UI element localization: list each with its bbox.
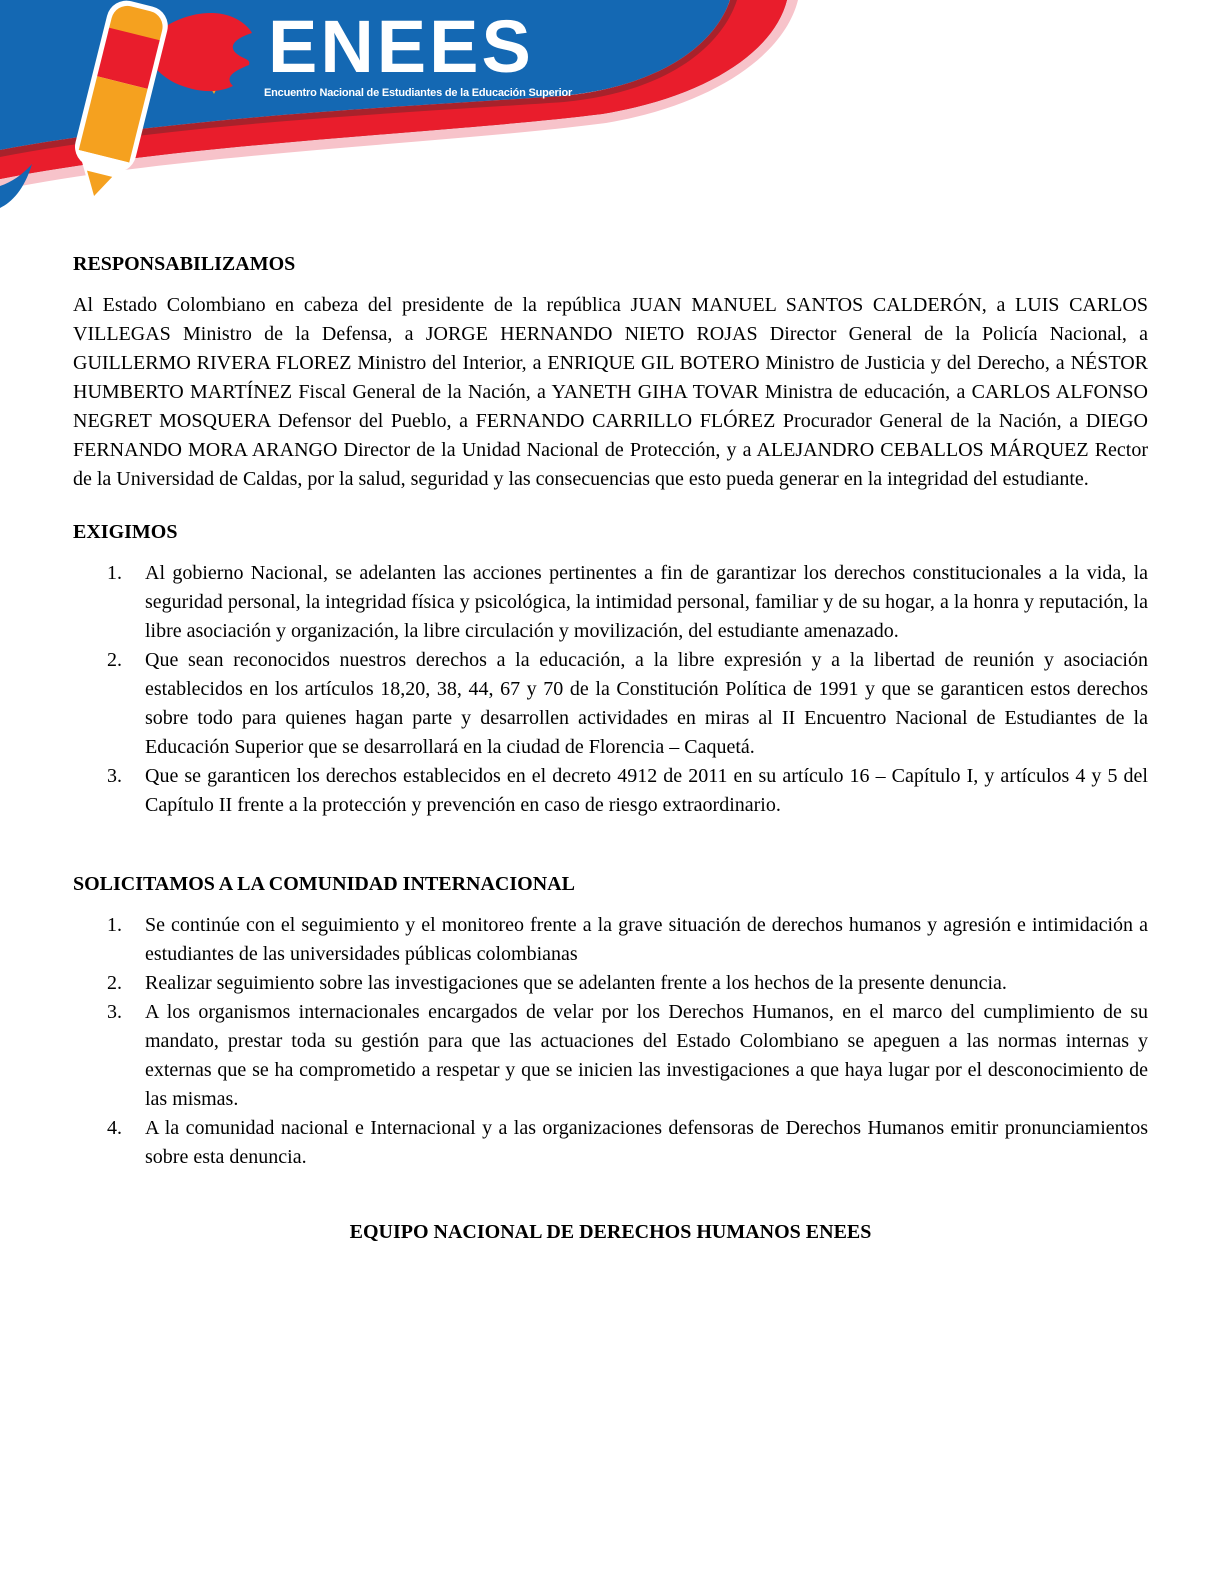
- document-content: [0, 210, 1224, 1247]
- heading-solicitamos: SOLICITAMOS A LA COMUNIDAD INTERNACIONAL: [73, 873, 575, 895]
- exigimos-list: [73, 559, 1148, 820]
- list-item: Realizar seguimiento sobre las investigaciones que se adelanten frente a los hechos de la presente denuncia.: [145, 972, 1007, 994]
- responsabilizamos-paragraph: Al Estado Colombiano en cabeza del presidente de la república JUAN MANUEL SANTOS CALDERÓN, a LUIS CARLOS VILLEGAS Ministro de la Defensa, a JORGE HERNANDO NIETO ROJAS Director General de la Policía Nacional, a GUILLERMO RIVERA FLOREZ Ministro del Interior, a ENRIQUE GIL BOTERO Ministro de Justicia y del Derecho, a NÉSTOR HUMBERTO MARTÍNEZ Fiscal General de la Nación, a YANETH GIHA TOVAR Ministra de educación, a CARLOS ALFONSO NEGRET MOSQUERA Defensor del Pueblo, a FERNANDO CARRILLO FLÓREZ Procurador General de la Nación, a DIEGO FERNANDO MORA ARANGO Director de la Unidad Nacional de Protección, y a ALEJANDRO CEBALLOS MÁRQUEZ Rector de la Universidad de Caldas, por la salud, seguridad y las consecuencias que esto pueda generar en la integridad del estudiante.: [73, 294, 1148, 490]
- heading-exigimos: EXIGIMOS: [73, 521, 178, 543]
- list-item: A la comunidad nacional e Internacional y a las organizaciones defensoras de Derechos Humanos emitir pronunciamientos sobre esta denuncia.: [145, 1117, 1148, 1168]
- heading-responsabilizamos: RESPONSABILIZAMOS: [73, 253, 296, 275]
- list-item: Que sean reconocidos nuestros derechos a la educación, a la libre expresión y a la libertad de reunión y asociación establecidos en los artículos 18,20, 38, 44, 67 y 70 de la Constitución Política de 1991 y que se garanticen estos derechos sobre todo para quienes hagan parte y desarrollen actividades en miras al II Encuentro Nacional de Estudiantes de la Educación Superior que se desarrollará en la ciudad de Florencia – Caquetá.: [145, 649, 1148, 758]
- list-item: Que se garanticen los derechos establecidos en el decreto 4912 de 2011 en su artículo 16 – Capítulo I, y artículos 4 y 5 del Capítulo II frente a la protección y prevención en caso de riesgo extraordinario.: [145, 765, 1148, 816]
- list-item: A los organismos internacionales encargados de velar por los Derechos Humanos, en el marco del cumplimiento de su mandato, prestar toda su gestión para que las actuaciones del Estado Colombiano se apeguen a las normas internas y externas que se ha comprometido a respetar y que se inicien las investigaciones a que haya lugar por el desconocimiento de las mismas.: [145, 1001, 1148, 1110]
- header-logo-banner: [0, 0, 1224, 210]
- list-item: Se continúe con el seguimiento y el monitoreo frente a la grave situación de derechos humanos y agresión e intimidación a estudiantes de las universidades públicas colombianas: [145, 914, 1148, 965]
- solicitamos-list: [73, 911, 1148, 1172]
- logo-banner-graphic: [0, 0, 1224, 210]
- logo-tagline: Encuentro Nacional de Estudiantes de la Educación Superior: [264, 87, 573, 99]
- signature-line: EQUIPO NACIONAL DE DERECHOS HUMANOS ENEES: [349, 1221, 872, 1243]
- enees-wordmark: ENEES: [268, 5, 534, 88]
- list-item: Al gobierno Nacional, se adelanten las acciones pertinentes a fin de garantizar los derechos constitucionales a la vida, la seguridad personal, la integridad física y psicológica, la intimidad personal, familiar y de su hogar, a la honra y reputación, la libre asociación y organización, la libre circulación y movilización, del estudiante amenazado.: [145, 562, 1148, 642]
